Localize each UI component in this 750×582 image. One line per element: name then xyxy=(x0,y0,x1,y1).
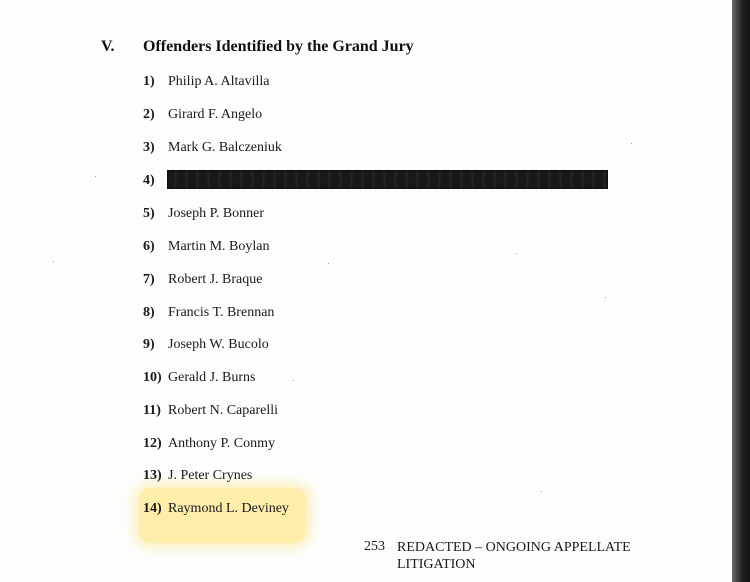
item-number: 2) xyxy=(143,107,155,122)
item-number: 8) xyxy=(143,305,155,320)
scan-speck xyxy=(631,143,632,144)
scan-speck xyxy=(293,380,294,381)
item-name: Francis T. Brennan xyxy=(168,305,275,320)
item-name: Martin M. Boylan xyxy=(168,239,270,254)
item-number: 12) xyxy=(143,436,162,451)
item-name: Robert J. Braque xyxy=(168,272,263,287)
scan-speck xyxy=(53,261,54,262)
item-number: 10) xyxy=(143,370,162,385)
item-number: 11) xyxy=(143,403,161,418)
section-title: Offenders Identified by the Grand Jury xyxy=(143,38,414,55)
item-name: Mark G. Balczeniuk xyxy=(168,140,282,155)
item-number: 3) xyxy=(143,140,155,155)
item-name: Joseph P. Bonner xyxy=(168,206,265,221)
scan-speck xyxy=(95,176,96,177)
item-name: J. Peter Crynes xyxy=(168,468,253,483)
scan-speck xyxy=(516,253,517,254)
item-name: Joseph W. Bucolo xyxy=(168,337,269,352)
item-number: 9) xyxy=(143,337,155,352)
item-number: 13) xyxy=(143,468,162,483)
item-name: Gerald J. Burns xyxy=(168,370,256,385)
section-number: V. xyxy=(101,38,115,55)
redaction-bar xyxy=(167,170,608,189)
item-number: 7) xyxy=(143,272,155,287)
item-number: 4) xyxy=(143,173,155,188)
scan-speck xyxy=(328,263,329,264)
scan-speck xyxy=(605,297,606,298)
item-number: 1) xyxy=(143,74,155,89)
page-number: 253 xyxy=(364,539,385,554)
item-name: Raymond L. Deviney xyxy=(168,501,289,516)
item-number: 14) xyxy=(143,501,162,516)
scan-speck xyxy=(541,491,542,492)
item-number: 6) xyxy=(143,239,155,254)
item-name: Girard F. Angelo xyxy=(168,107,263,122)
item-name: Anthony P. Conmy xyxy=(168,436,275,451)
item-name: Philip A. Altavilla xyxy=(168,74,270,89)
item-number: 5) xyxy=(143,206,155,221)
item-name: Robert N. Caparelli xyxy=(168,403,279,418)
page-edge-shadow xyxy=(732,0,750,582)
redaction-note: REDACTED – ONGOING APPELLATE LITIGATION xyxy=(397,540,631,572)
